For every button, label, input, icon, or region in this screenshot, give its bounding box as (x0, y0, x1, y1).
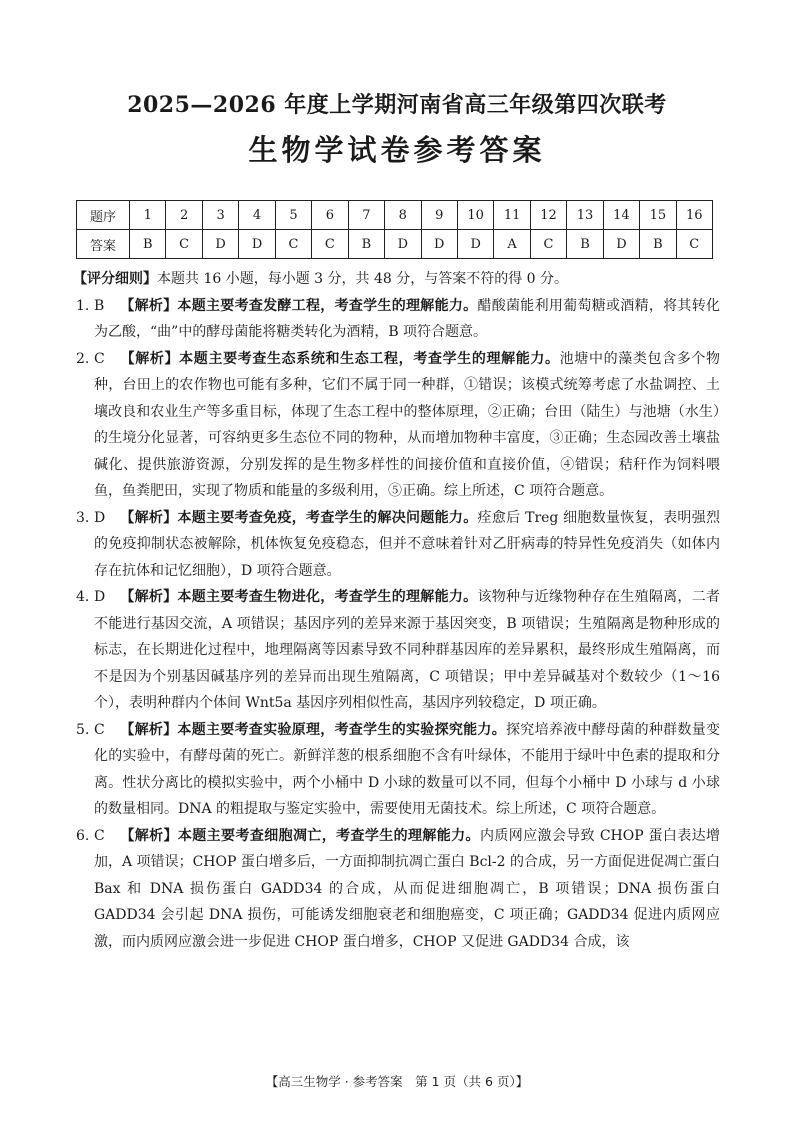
answer-cell: A (494, 230, 530, 259)
item-analysis-tag: 【解析】本题主要考查发酵工程，考查学生的理解能力。 (120, 297, 478, 314)
item-analysis-tag: 【解析】本题主要考查细胞凋亡，考查学生的理解能力。 (120, 827, 480, 844)
item-analysis-tag: 【解析】本题主要考查生物进化，考查学生的理解能力。 (120, 589, 478, 605)
question-number-cell: 7 (348, 201, 384, 230)
question-number-label: 题序 (77, 201, 130, 230)
answer-cell: C (166, 230, 202, 259)
answer-cell: D (385, 230, 421, 259)
explanation-item (76, 293, 720, 346)
explanation-item (76, 505, 720, 585)
item-answer: C (94, 721, 105, 738)
answer-cell: D (603, 230, 639, 259)
item-analysis-text: 痊愈后 Treg 细胞数量恢复，表明强烈的免疫抑制状态被解除，机体恢复免疫稳态，但并不意味着针对乙肝病毒的特异性免疫消失（如体内存在抗体和记忆细胞），D 项符合题意。 (94, 509, 720, 579)
answer-cell: C (676, 230, 712, 259)
item-analysis-text: 探究培养液中酵母菌的种群数量变化的实验中，有酵母菌的死亡。新鲜洋葱的根系细胞不含有叶绿体，不能用于绿叶中色素的提取和分离。性状分离比的模拟实验中，两个小桶中 D 小球的数量可以不同，但每个小桶中 D 小球与 d 小球的数量相同。DNA 的粗提取与鉴定实验中，需要使用无菌技术。综上所述，C 项符合题意。 (94, 721, 720, 817)
question-number-cell: 1 (130, 201, 166, 230)
answer-cell: D (202, 230, 238, 259)
answer-cell: B (348, 230, 384, 259)
item-number: 6. (76, 827, 90, 844)
question-number-cell: 8 (385, 201, 421, 230)
question-number-cell: 13 (567, 201, 603, 230)
item-analysis-tag: 【解析】本题主要考查实验原理，考查学生的实验探究能力。 (120, 721, 506, 738)
question-number-cell: 4 (239, 201, 275, 230)
question-number-cell: 5 (275, 201, 311, 230)
item-analysis-text: 池塘中的藻类包含多个物种，台田上的农作物也可能有多种，它们不属于同一种群，①错误；该模式统筹考虑了水盐调控、土壤改良和农业生产等多重目标，体现了生态工程中的整体原理，②正确；台田（陆生）与池塘（水生）的生境分化显著，可容纳更多生态位不同的物种，从而增加物种丰富度，③正确；生态园改善土壤盐碱化、提供旅游资源，分别发挥的是生物多样性的间接价值和直接价值，④错误；秸秆作为饲料喂鱼，鱼粪肥田，实现了物质和能量的多级利用，⑤正确。综上所述，C 项符合题意。 (94, 350, 721, 499)
answer-cell: B (640, 230, 676, 259)
scoring-text: 本题共 16 小题，每小题 3 分，共 48 分，与答案不符的得 0 分。 (157, 271, 569, 287)
question-number-cell: 3 (202, 201, 238, 230)
item-answer: D (94, 509, 106, 526)
exam-title: 2025—2026 年度上学期河南省高三年级第四次联考 (127, 92, 667, 118)
item-number: 3. (76, 509, 90, 526)
item-number: 2. (76, 350, 90, 367)
answer-cell: D (457, 230, 493, 259)
question-number-cell: 14 (603, 201, 639, 230)
answer-cell: D (239, 230, 275, 259)
answer-cell: B (130, 230, 166, 259)
answer-explanations (73, 266, 721, 955)
question-number-row (77, 201, 713, 230)
question-number-cell: 11 (494, 201, 530, 230)
scoring-rules (73, 266, 720, 293)
question-number-cell: 6 (312, 201, 348, 230)
explanation-item (76, 584, 720, 717)
answer-cell: C (312, 230, 348, 259)
answer-row (77, 230, 713, 259)
item-analysis-text: 该物种与近缘物种存在生殖隔离，二者不能进行基因交流，A 项错误；基因序列的差异来源于基因突变，B 项错误；生殖隔离是物种形成的标志，在长期进化过程中，地理隔离等因素导致不同种群基因库的差异累积，最终形成生殖隔离，而不是因为个别基因碱基序列的差异而出现生殖隔离，C 项错误；甲中差异碱基对个数较少（1～16 个），表明种群内个体间 Wnt5a 基因序列相似性高，基因序列较稳定，D 项正确。 (94, 589, 721, 711)
answer-cell: C (530, 230, 566, 259)
answer-key-title: 生物学试卷参考答案 (248, 133, 546, 167)
item-analysis-tag: 【解析】本题主要考查免疫，考查学生的解决问题能力。 (120, 509, 478, 526)
explanation-item (76, 717, 720, 823)
item-number: 4. (76, 589, 90, 605)
answer-label: 答案 (77, 230, 130, 259)
question-number-cell: 9 (421, 201, 457, 230)
item-answer: B (94, 297, 105, 314)
item-analysis-tag: 【解析】本题主要考查生态系统和生态工程，考查学生的理解能力。 (120, 350, 560, 367)
scoring-label: 【评分细则】 (73, 271, 157, 287)
question-number-cell: 15 (640, 201, 676, 230)
answer-table (76, 200, 713, 259)
explanation-item (76, 346, 720, 505)
answer-cell: B (567, 230, 603, 259)
item-number: 1. (76, 297, 90, 314)
item-analysis-text: 内质网应激会导致 CHOP 蛋白表达增加，A 项错误；CHOP 蛋白增多后，一方面抑制抗凋亡蛋白 Bcl-2 的合成，另一方面促进促凋亡蛋白 Bax 和 DNA 损伤蛋白 GADD34 的合成，从而促进细胞凋亡，B 项错误；DNA 损伤蛋白 GADD34 会引起 DNA 损伤，可能诱发细胞衰老和细胞癌变，C 项正确；GADD34 促进内质网应激，而内质网应激会进一步促进 CHOP 蛋白增多，CHOP 又促进 GADD34 合成，该 (94, 827, 721, 950)
explanation-item (76, 823, 720, 956)
item-answer: D (94, 589, 106, 605)
question-number-cell: 2 (166, 201, 202, 230)
question-number-cell: 16 (676, 201, 712, 230)
page-footer: 【高三生物学 · 参考答案 第 1 页（共 6 页）】 (265, 1074, 529, 1089)
question-number-cell: 10 (457, 201, 493, 230)
item-answer: C (94, 827, 105, 844)
item-number: 5. (76, 721, 90, 738)
answer-cell: C (275, 230, 311, 259)
question-number-cell: 12 (530, 201, 566, 230)
item-analysis-text: 醋酸菌能利用葡萄糖或酒精，将其转化为乙酸，“曲”中的酵母菌能将糖类转化为酒精，B 项符合题意。 (94, 297, 721, 340)
item-answer: C (94, 350, 105, 367)
answer-cell: D (421, 230, 457, 259)
